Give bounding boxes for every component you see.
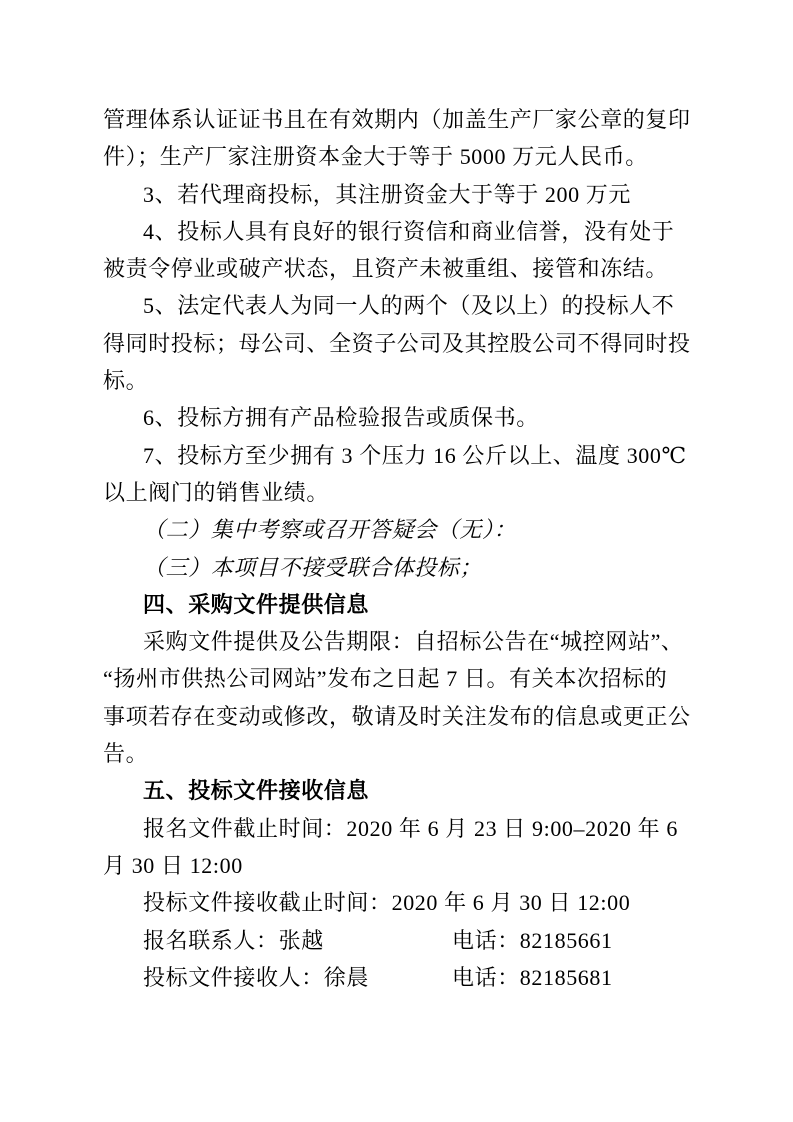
- contact-row-bid-receiver: [103, 959, 695, 996]
- contact-phone-bid-receiver: 电话：82185681: [452, 964, 613, 990]
- para-registration-deadline-line2: 月 30 日 12:00: [103, 852, 243, 878]
- section-4-heading: 四、采购文件提供信息: [143, 591, 370, 617]
- contact-name-registration: 报名联系人：张越: [143, 927, 324, 953]
- para-cert-validity-line1: 管理体系认证证书且在有效期内（加盖生产厂家公章的复印: [103, 107, 691, 132]
- contact-name-bid-receiver: 投标文件接收人：徐晨: [143, 964, 370, 990]
- clause-7-sales-record-line1: 7、投标方至少拥有 3 个压力 16 公斤以上、温度 300℃: [143, 442, 687, 468]
- para-doc-provision-line4: 告。: [103, 741, 149, 767]
- clause-4-credit-line1: 4、投标人具有良好的银行资信和商业信誉，没有处于: [143, 218, 675, 244]
- clause-4-credit-line2: 被责令停业或破产状态，且资产未被重组、接管和冻结。: [103, 256, 669, 282]
- clause-3-agent-capital: 3、若代理商投标，其注册资金大于等于 200 万元: [143, 181, 632, 207]
- section-5-heading: 五、投标文件接收信息: [143, 778, 370, 804]
- para-doc-provision-line3: 事项若存在变动或修改，敬请及时关注发布的信息或更正公: [103, 703, 691, 729]
- clause-6-inspection-report: 6、投标方拥有产品检验报告或质保书。: [143, 405, 539, 431]
- item-3-no-consortium: （三）本项目不接受联合体投标；: [143, 554, 483, 580]
- clause-5-legal-rep-line1: 5、法定代表人为同一人的两个（及以上）的投标人不: [143, 293, 675, 319]
- para-cert-validity-line2: 件）；生产厂家注册资本金大于等于 5000 万元人民币。: [103, 144, 648, 170]
- contact-phone-registration: 电话：82185661: [452, 927, 613, 953]
- para-doc-provision-line2: “扬州市供热公司网站”发布之日起 7 日。有关本次招标的: [103, 666, 668, 692]
- para-bid-receive-deadline: 投标文件接收截止时间：2020 年 6 月 30 日 12:00: [143, 890, 631, 916]
- para-registration-deadline-line1: 报名文件截止时间：2020 年 6 月 23 日 9:00–2020 年 6: [143, 815, 678, 841]
- document-body: [103, 101, 695, 996]
- contact-row-registration: [103, 922, 695, 959]
- clause-7-sales-record-line2: 以上阀门的销售业绩。: [103, 479, 330, 505]
- para-doc-provision-line1: 采购文件提供及公告期限：自招标公告在“城控网站”、: [143, 629, 684, 655]
- clause-5-legal-rep-line2: 得同时投标；母公司、全资子公司及其控股公司不得同时投: [103, 330, 691, 356]
- item-2-site-visit: （二）集中考察或召开答疑会（无）：: [143, 517, 517, 543]
- clause-5-legal-rep-line3: 标。: [103, 368, 149, 394]
